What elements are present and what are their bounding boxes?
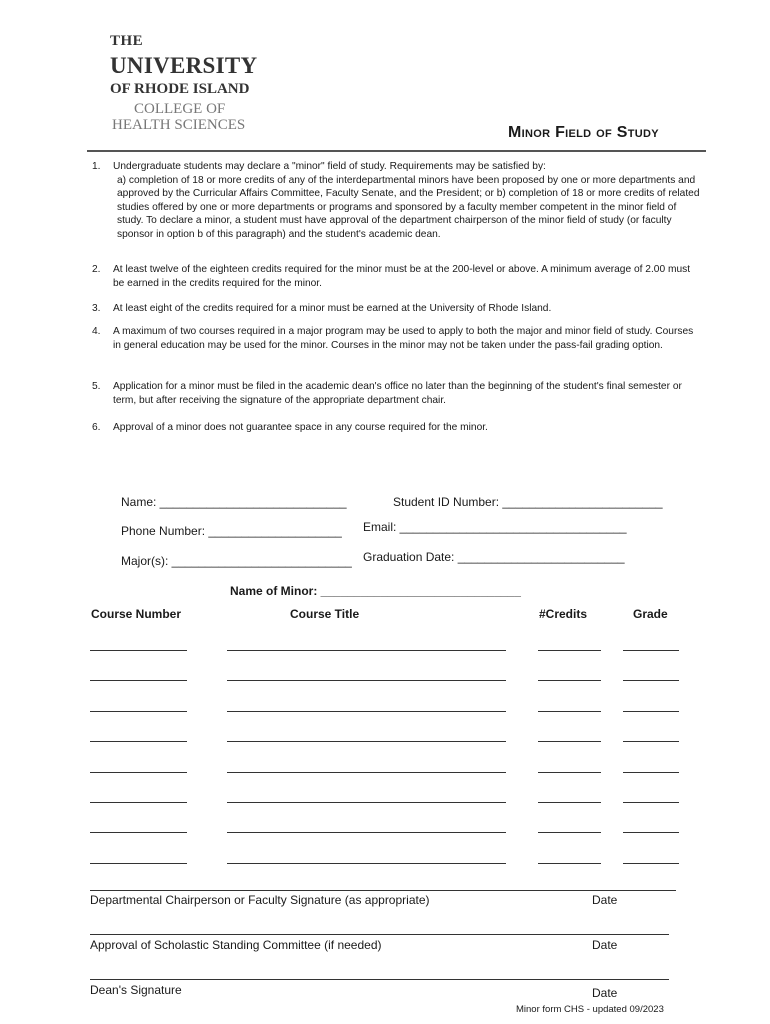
- grade-blank[interactable]: [623, 802, 679, 803]
- item-number: 1.: [92, 161, 101, 172]
- dean-signature-label: Dean's Signature: [90, 983, 182, 997]
- credits-blank[interactable]: [538, 650, 601, 651]
- item-number: 6.: [92, 422, 101, 433]
- credits-blank[interactable]: [538, 832, 601, 833]
- item-text: At least eight of the credits required for a minor must be earned at the University of Rhode Island.: [113, 303, 552, 314]
- course-number-blank[interactable]: [90, 741, 187, 742]
- name-field[interactable]: Name: ____________________________: [121, 495, 347, 509]
- grade-blank[interactable]: [623, 832, 679, 833]
- course-title-blank[interactable]: [227, 772, 506, 773]
- header-credits: #Credits: [539, 607, 588, 621]
- requirement-item: [92, 421, 703, 435]
- chair-signature-line[interactable]: [90, 890, 676, 891]
- logo-line-university: UNIVERSITY: [110, 53, 258, 78]
- item-text: Approval of a minor does not guarantee space in any course required for the minor.: [113, 422, 488, 433]
- course-title-blank[interactable]: [227, 863, 506, 864]
- course-title-blank[interactable]: [227, 741, 506, 742]
- item-text: Undergraduate students may declare a "minor" field of study. Requirements may be satisfied by:: [113, 161, 546, 172]
- requirement-item: [92, 160, 703, 241]
- credits-blank[interactable]: [538, 741, 601, 742]
- logo-line-rhode-island: OF RHODE ISLAND: [110, 81, 250, 97]
- course-title-blank[interactable]: [227, 711, 506, 712]
- grade-blank[interactable]: [623, 863, 679, 864]
- item-number: 2.: [92, 264, 101, 275]
- header-grade: Grade: [633, 607, 668, 621]
- grade-blank[interactable]: [623, 772, 679, 773]
- grade-blank[interactable]: [623, 650, 679, 651]
- course-title-blank[interactable]: [227, 680, 506, 681]
- grade-blank[interactable]: [623, 711, 679, 712]
- requirement-item: [92, 325, 703, 352]
- item-text: A maximum of two courses required in a major program may be used to apply to both the major and minor field of study. Courses in general education may be used for the minor. Courses in the minor may not be taken under the pass-fail grading option.: [113, 326, 694, 351]
- phone-field[interactable]: Phone Number: ____________________: [121, 524, 342, 538]
- course-number-blank[interactable]: [90, 680, 187, 681]
- chair-signature-label: Departmental Chairperson or Faculty Signature (as appropriate): [90, 893, 430, 907]
- email-field[interactable]: Email: __________________________________: [363, 520, 627, 534]
- logo-line-college-of: COLLEGE OF: [134, 101, 226, 117]
- header-course-number: Course Number: [91, 607, 182, 621]
- grade-blank[interactable]: [623, 741, 679, 742]
- committee-date-label: Date: [592, 938, 618, 952]
- course-number-blank[interactable]: [90, 802, 187, 803]
- course-title-blank[interactable]: [227, 802, 506, 803]
- logo-line-the: THE: [110, 33, 144, 49]
- requirement-item: [92, 302, 703, 316]
- form-title: Minor Field of Study: [508, 124, 659, 141]
- item-text: At least twelve of the eighteen credits required for the minor must be at the 200-level or above. A minimum average of 2.00 must be earned in the credits required for the minor.: [113, 264, 691, 289]
- item-subtext: a) completion of 18 or more credits of any of the interdepartmental minors have been proposed by one or more departments and approved by the Curricular Affairs Committee, Faculty Senate, and the President; or b) completion of 18 or more credits of related studies offered by one or more departments or programs and sponsored by a faculty member competent in the minor field of study. To declare a minor, a student must have approval of the department chairperson of the minor field of study (or faculty sponsor in option b of this paragraph) and the student's academic dean.: [117, 174, 700, 240]
- grade-blank[interactable]: [623, 680, 679, 681]
- credits-blank[interactable]: [538, 863, 601, 864]
- course-number-blank[interactable]: [90, 772, 187, 773]
- course-number-blank[interactable]: [90, 832, 187, 833]
- credits-blank[interactable]: [538, 711, 601, 712]
- item-number: 4.: [92, 326, 101, 337]
- requirement-item: [92, 263, 703, 290]
- logo-line-health-sciences: HEALTH SCIENCES: [112, 117, 246, 133]
- graduation-date-field[interactable]: Graduation Date: _________________________: [363, 550, 625, 564]
- credits-blank[interactable]: [538, 680, 601, 681]
- item-number: 5.: [92, 381, 101, 392]
- dean-signature-line[interactable]: [90, 979, 669, 980]
- course-title-blank[interactable]: [227, 650, 506, 651]
- form-footer: Minor form CHS - updated 09/2023: [516, 1004, 664, 1015]
- course-title-blank[interactable]: [227, 832, 506, 833]
- item-text: Application for a minor must be filed in the academic dean's office no later than the beginning of the student's final semester or term, but after receiving the signature of the appropriate department chair.: [113, 381, 682, 406]
- dean-date-label: Date: [592, 986, 618, 1000]
- majors-field[interactable]: Major(s): ___________________________: [121, 554, 352, 568]
- course-number-blank[interactable]: [90, 711, 187, 712]
- item-number: 3.: [92, 303, 101, 314]
- course-number-blank[interactable]: [90, 863, 187, 864]
- course-number-blank[interactable]: [90, 650, 187, 651]
- header-course-title: Course Title: [290, 607, 360, 621]
- minor-name-field[interactable]: Name of Minor: ______________________________: [230, 584, 521, 598]
- committee-signature-line[interactable]: [90, 934, 669, 935]
- credits-blank[interactable]: [538, 772, 601, 773]
- credits-blank[interactable]: [538, 802, 601, 803]
- title-divider: [87, 150, 706, 152]
- requirement-item: [92, 380, 703, 407]
- student-id-field[interactable]: Student ID Number: ________________________: [393, 495, 663, 509]
- chair-date-label: Date: [592, 893, 618, 907]
- committee-signature-label: Approval of Scholastic Standing Committee (if needed): [90, 938, 382, 952]
